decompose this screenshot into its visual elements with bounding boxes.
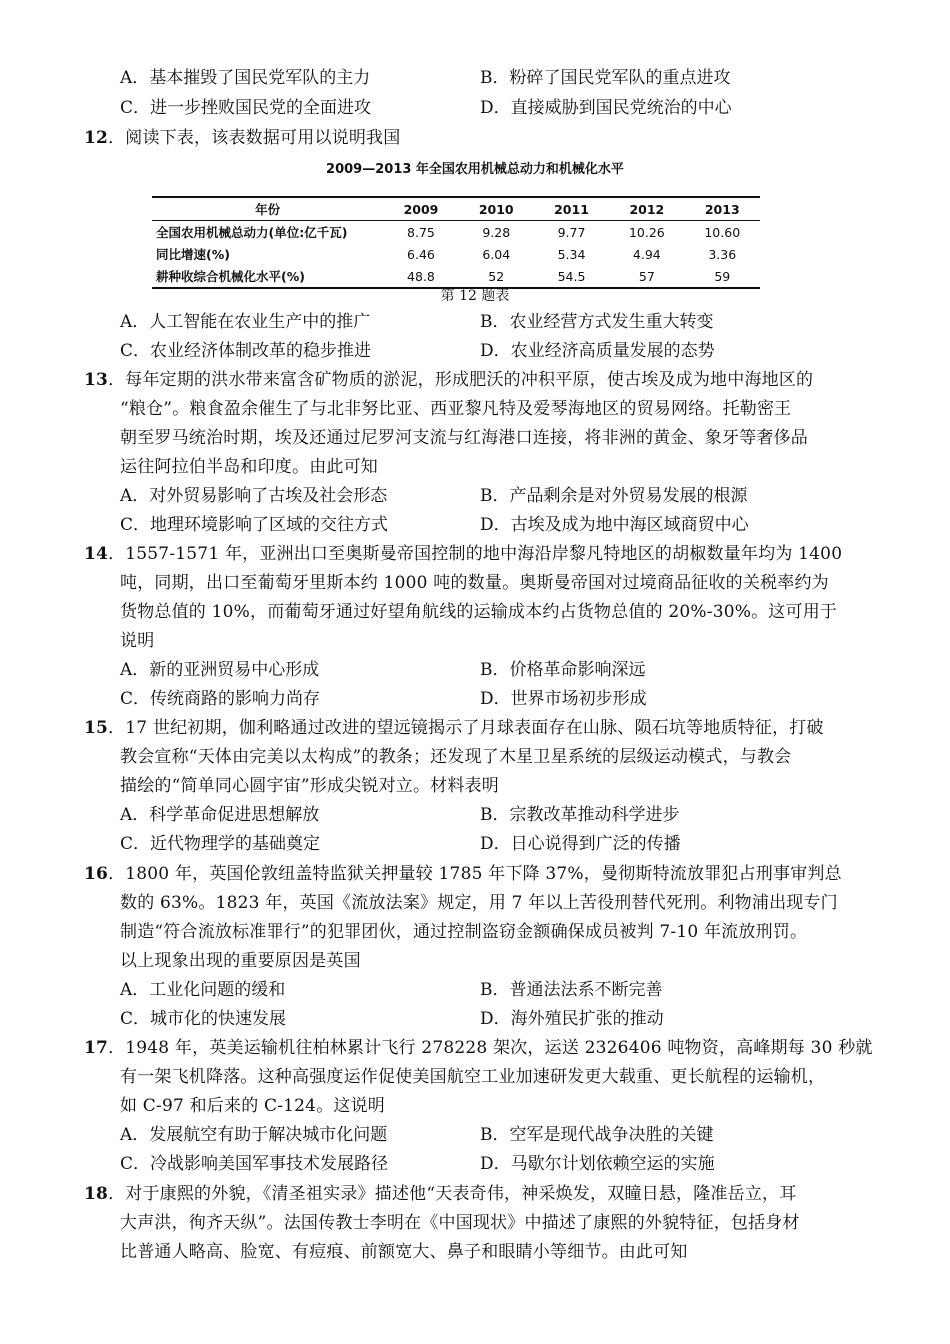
q14-stem-line: 说明 <box>120 631 155 651</box>
q17-stem-line <box>84 1036 873 1060</box>
q13-stem-text: ．每年定期的洪水带来富含矿物质的淤泥，形成肥沃的冲积平原，使古埃及成为地中海地区的 <box>108 370 814 390</box>
q14-stem-text: ．1557-1571 年，亚洲出口至奥斯曼帝国控制的地中海沿岸黎凡特地区的胡椒数量年均为 1400 <box>108 544 843 564</box>
q15-stem-line: 描绘的“简单同心圆宇宙”形成尖锐对立。材料表明 <box>120 776 499 796</box>
q14-stem-line: 吨，同期，出口至葡萄牙里斯本约 1000 吨的数量。奥斯曼帝国对过境商品征收的关税率约为 <box>120 573 829 593</box>
q17-stem-line: 如 C-97 和后来的 C-124。这说明 <box>120 1096 385 1116</box>
q16-option-c[interactable]: C．城市化的快速发展 <box>120 1009 287 1029</box>
q11-option-d[interactable]: D．直接威胁到国民党统治的中心 <box>480 98 732 118</box>
q12-number: 12 <box>84 128 109 148</box>
table-cell: 3.36 <box>708 246 737 262</box>
table-cell: 59 <box>714 268 731 284</box>
q16-option-b[interactable]: B．普通法法系不断完善 <box>480 980 663 1000</box>
row-label: 耕种收综合机械化水平(%) <box>156 269 305 284</box>
q16-option-a[interactable]: A．工业化问题的缓和 <box>120 980 286 1000</box>
q15-number: 15 <box>84 718 109 738</box>
q16-option-d[interactable]: D．海外殖民扩张的推动 <box>480 1009 664 1029</box>
row-label: 全国农用机械总动力(单位:亿千瓦) <box>156 225 348 240</box>
q12-option-b[interactable]: B．农业经营方式发生重大转变 <box>480 312 714 332</box>
q13-option-b[interactable]: B．产品剩余是对外贸易发展的根源 <box>480 486 748 506</box>
q12-stem <box>84 126 400 150</box>
q17-number: 17 <box>84 1038 109 1058</box>
table-row <box>152 221 760 244</box>
q15-option-b[interactable]: B．宗教改革推动科学进步 <box>480 805 680 825</box>
q15-stem-line <box>84 716 824 740</box>
q18-number: 18 <box>84 1184 109 1204</box>
q18-stem-line <box>84 1182 796 1206</box>
row-label: 同比增速(%) <box>156 247 230 262</box>
table-title: 2009—2013 年全国农用机械总动力和机械化水平 <box>326 162 624 177</box>
data-table <box>152 196 760 289</box>
table-cell: 10.60 <box>704 224 741 240</box>
table-header-row <box>152 197 760 221</box>
q13-stem-line: 朝至罗马统治时期，埃及还通过尼罗河支流与红海港口连接，将非洲的黄金、象牙等奢侈品 <box>120 428 808 448</box>
q13-option-a[interactable]: A．对外贸易影响了古埃及社会形态 <box>120 486 388 506</box>
table-cell: 6.46 <box>407 246 435 262</box>
q17-stem-text: ．1948 年，英美运输机往柏林累计飞行 278228 架次，运送 2326406 吨物资，高峰期每 30 秒就 <box>108 1038 873 1058</box>
table-caption: 第 12 题表 <box>440 288 510 304</box>
q16-number: 16 <box>84 864 109 884</box>
table-cell: 9.28 <box>482 224 511 240</box>
table-cell: 52 <box>488 268 505 284</box>
table-cell: 8.75 <box>407 224 435 240</box>
q17-option-b[interactable]: B．空军是现代战争决胜的关键 <box>480 1125 714 1145</box>
q13-stem-line: “粮仓”。粮食盈余催生了与北非努比亚、西亚黎凡特及爱琴海地区的贸易网络。托勒密王 <box>120 399 792 419</box>
table-header-cell: 2011 <box>554 201 589 217</box>
q16-stem-line: 制造“符合流放标准罪行”的犯罪团伙，通过控制盗窃金额确保成员被判 7-10 年流放刑罚。 <box>120 922 808 942</box>
q14-option-b[interactable]: B．价格革命影响深远 <box>480 660 646 680</box>
table-header-cell: 年份 <box>255 202 281 217</box>
q17-option-c[interactable]: C．冷战影响美国军事技术发展路径 <box>120 1154 389 1174</box>
q11-option-b[interactable]: B．粉碎了国民党军队的重点进攻 <box>480 68 731 88</box>
q15-stem-line: 教会宣称“天体由完美以太构成”的教条；还发现了木星卫星系统的层级运动模式，与教会 <box>120 747 792 767</box>
q12-stem-text: ．阅读下表，该表数据可用以说明我国 <box>108 128 401 148</box>
table-cell: 6.04 <box>482 246 511 262</box>
table-cell: 54.5 <box>557 268 586 284</box>
table-cell: 4.94 <box>632 246 661 262</box>
q14-option-c[interactable]: C．传统商路的影响力尚存 <box>120 689 321 709</box>
q14-stem-line: 货物总值的 10%，而葡萄牙通过好望角航线的运输成本约占货物总值的 20%-30%。这可用于 <box>120 602 838 622</box>
table-header-cell: 2010 <box>478 201 514 217</box>
table-cell: 48.8 <box>407 268 435 284</box>
q14-option-d[interactable]: D．世界市场初步形成 <box>480 689 647 709</box>
q12-option-a[interactable]: A．人工智能在农业生产中的推广 <box>120 312 371 332</box>
table-cell: 9.77 <box>557 224 586 240</box>
q13-stem-line <box>84 368 813 392</box>
q11-option-a[interactable]: A．基本摧毁了国民党军队的主力 <box>120 68 371 88</box>
q16-stem-line <box>84 862 842 886</box>
q14-option-a[interactable]: A．新的亚洲贸易中心形成 <box>120 660 320 680</box>
table-header-cell: 2012 <box>629 201 665 217</box>
q13-stem-line: 运往阿拉伯半岛和印度。由此可知 <box>120 457 378 477</box>
q12-option-c[interactable]: C．农业经济体制改革的稳步推进 <box>120 341 372 361</box>
q15-option-c[interactable]: C．近代物理学的基础奠定 <box>120 834 321 854</box>
q13-option-c[interactable]: C．地理环境影响了区域的交往方式 <box>120 515 389 535</box>
q11-option-c[interactable]: C．进一步挫败国民党的全面进攻 <box>120 98 372 118</box>
q18-stem-line: 大声洪，徇齐天纵”。法国传教士李明在《中国现状》中描述了康熙的外貌特征，包括身材 <box>120 1213 800 1233</box>
table-row <box>152 243 760 265</box>
q17-stem-line: 有一架飞机降落。这种高强度运作促使美国航空工业加速研发更大载重、更长航程的运输机， <box>120 1067 826 1087</box>
q17-option-d[interactable]: D．马歇尔计划依赖空运的实施 <box>480 1154 715 1174</box>
q17-option-a[interactable]: A．发展航空有助于解决城市化问题 <box>120 1125 388 1145</box>
q15-stem-text: ．17 世纪初期，伽利略通过改进的望远镜揭示了月球表面存在山脉、陨石坑等地质特征，打破 <box>108 718 824 738</box>
table-cell: 10.26 <box>628 224 665 240</box>
table-cell: 5.34 <box>557 246 586 262</box>
q18-stem-text: ．对于康熙的外貌，《清圣祖实录》描述他“天表奇伟，神采焕发，双瞳日悬，隆准岳立，耳 <box>108 1184 797 1204</box>
q15-option-a[interactable]: A．科学革命促进思想解放 <box>120 805 320 825</box>
q16-stem-line: 以上现象出现的重要原因是英国 <box>120 951 361 971</box>
q12-option-d[interactable]: D．农业经济高质量发展的态势 <box>480 341 715 361</box>
q16-stem-text: ．1800 年，英国伦敦纽盖特监狱关押量较 1785 年下降 37%，曼彻斯特流放罪犯占刑事审判总 <box>108 864 842 884</box>
q15-option-d[interactable]: D．日心说得到广泛的传播 <box>480 834 681 854</box>
table-cell: 57 <box>638 268 655 284</box>
q14-number: 14 <box>84 544 109 564</box>
q14-stem-line <box>84 542 842 566</box>
q13-number: 13 <box>84 370 109 390</box>
table-header-cell: 2013 <box>704 201 740 217</box>
table-row <box>152 265 760 288</box>
q16-stem-line: 数的 63%。1823 年，英国《流放法案》规定，用 7 年以上苦役刑替代死刑。利物浦出现专门 <box>120 893 838 913</box>
q13-option-d[interactable]: D．古埃及成为地中海区域商贸中心 <box>480 515 749 535</box>
table-header-cell: 2009 <box>403 201 439 217</box>
q18-stem-line: 比普通人略高、脸宽、有痘痕、前额宽大、鼻子和眼睛小等细节。由此可知 <box>120 1242 688 1262</box>
